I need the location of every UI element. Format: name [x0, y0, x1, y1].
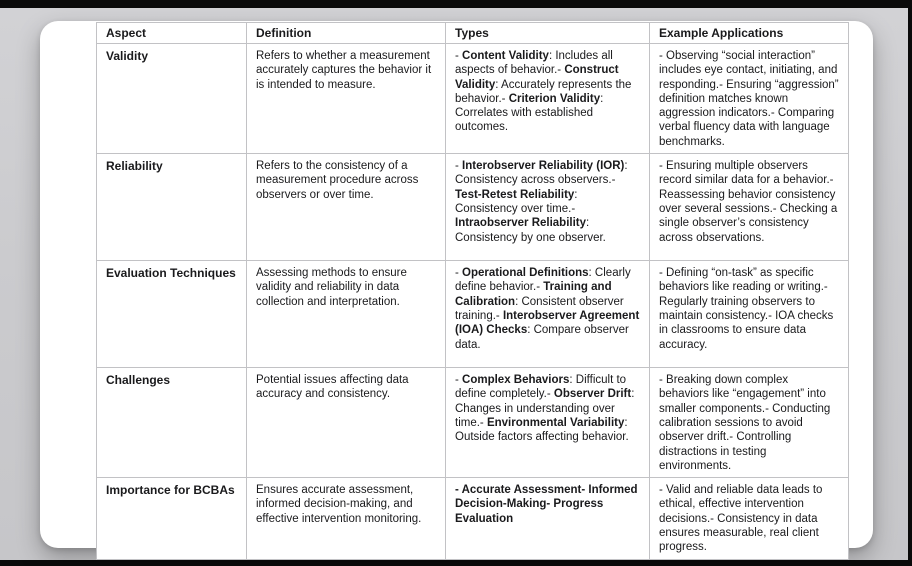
table-body: [97, 44, 849, 560]
text-segment: : Outside factors affecting behavior.: [455, 416, 629, 444]
term-bold: Construct Validity: [455, 64, 619, 91]
text-segment: : Difficult to define completely.-: [455, 374, 627, 401]
col-header-definition: Definition: [247, 23, 446, 44]
text-segment: - Valid and reliable data leads to ethical, effective intervention decisions.- Consistency in data ensures measurable, real client progress.: [659, 484, 823, 554]
text-segment: : Consistent observer training.-: [455, 295, 624, 322]
table-row: [97, 154, 849, 261]
term-bold: Complex Behaviors: [462, 374, 570, 387]
text-segment: : Accurately represents the behavior.-: [455, 78, 632, 105]
text-segment: : Consistency across observers.-: [455, 160, 628, 187]
cell-types: [446, 154, 650, 261]
text-segment: -: [455, 160, 463, 173]
desktop-background: [0, 8, 908, 560]
text-segment: - Defining “on-task” as specific behaviors like reading or writing.- Regularly training observers to maintain consistency.- IOA checks in classrooms to ensure data accuracy.: [659, 267, 834, 351]
table-row: [97, 44, 849, 154]
header-row: [97, 23, 849, 44]
text-segment: Assessing methods to ensure validity and reliability in data collection and interpretation.: [256, 267, 407, 308]
text-segment: Ensures accurate assessment, informed decision-making, and effective intervention monitoring.: [256, 484, 422, 525]
cell-types: [446, 261, 650, 368]
text-segment: : Consistency over time.-: [455, 188, 578, 215]
cell-definition: [247, 478, 446, 559]
table-container: [96, 22, 849, 560]
text-segment: Potential issues affecting data accuracy and consistency.: [256, 374, 409, 401]
text-segment: - Breaking down complex behaviors like “engagement” into smaller components.- Conducting calibration sessions to avoid observer drift.- Controlling distractions in testing environments.: [659, 374, 831, 472]
term-bold: Content Validity: [462, 50, 549, 62]
text-segment: : Changes in understanding over time.-: [455, 388, 635, 429]
cell-types: [446, 478, 650, 559]
text-segment: : Consistency by one observer.: [455, 217, 606, 244]
term-bold: Test-Retest Reliability: [455, 188, 575, 201]
term-bold: Training and Calibration: [455, 281, 612, 308]
col-header-examples: Example Applications: [650, 23, 849, 44]
measurement-comparison-table: [96, 22, 849, 560]
cell-definition: [247, 368, 446, 478]
text-segment: - Observing “social interaction” includes eye contact, initiating, and responding.- Ensuring “aggression” definition matches known aggression indicators.- Comparing verbal fluency data with language benchmarks.: [659, 50, 839, 148]
text-segment: -: [455, 267, 463, 280]
col-header-aspect: Aspect: [97, 23, 247, 44]
col-header-types: Types: [446, 23, 650, 44]
text-segment: Refers to the consistency of a measurement procedure across observers or over time.: [256, 160, 419, 201]
cell-aspect: Validity: [97, 44, 247, 154]
cell-aspect: Importance for BCBAs: [97, 478, 247, 559]
cell-types: [446, 368, 650, 478]
text-segment: : Clearly define behavior.-: [455, 267, 631, 294]
cell-types: [446, 44, 650, 154]
term-bold: - Accurate Assessment- Informed Decision-Making- Progress Evaluation: [455, 484, 638, 525]
text-segment: -: [455, 50, 463, 62]
cell-definition: [247, 44, 446, 154]
table-row: [97, 478, 849, 559]
text-segment: : Includes all aspects of behavior.-: [455, 50, 613, 77]
term-bold: Operational Definitions: [462, 267, 589, 280]
text-segment: - Ensuring multiple observers record similar data for a behavior.- Reassessing behavior consistency over several sessions.- Checking a single observer’s consistency across observations.: [659, 160, 838, 244]
term-bold: Observer Drift: [553, 388, 632, 401]
text-segment: Refers to whether a measurement accurately captures the behavior it is intended to measure.: [256, 50, 432, 91]
document-card: [40, 21, 873, 554]
cell-aspect: Challenges: [97, 368, 247, 478]
cell-definition: [247, 261, 446, 368]
term-bold: Criterion Validity: [508, 92, 601, 105]
table-header: [97, 23, 849, 44]
term-bold: Intraobserver Reliability: [455, 217, 587, 230]
cell-examples: [650, 261, 849, 368]
term-bold: Environmental Variability: [486, 416, 625, 429]
term-bold: Interobserver Agreement (IOA) Checks: [455, 309, 640, 337]
cell-aspect: Evaluation Techniques: [97, 261, 247, 368]
text-segment: : Correlates with established outcomes.: [455, 92, 604, 134]
table-row: [97, 261, 849, 368]
text-segment: : Compare observer data.: [455, 324, 629, 351]
cell-examples: [650, 368, 849, 478]
cell-examples: [650, 44, 849, 154]
cell-examples: [650, 154, 849, 261]
table-row: [97, 368, 849, 478]
cell-examples: [650, 478, 849, 559]
cell-aspect: Reliability: [97, 154, 247, 261]
cell-definition: [247, 154, 446, 261]
term-bold: Interobserver Reliability (IOR): [462, 160, 625, 173]
text-segment: -: [455, 374, 463, 387]
